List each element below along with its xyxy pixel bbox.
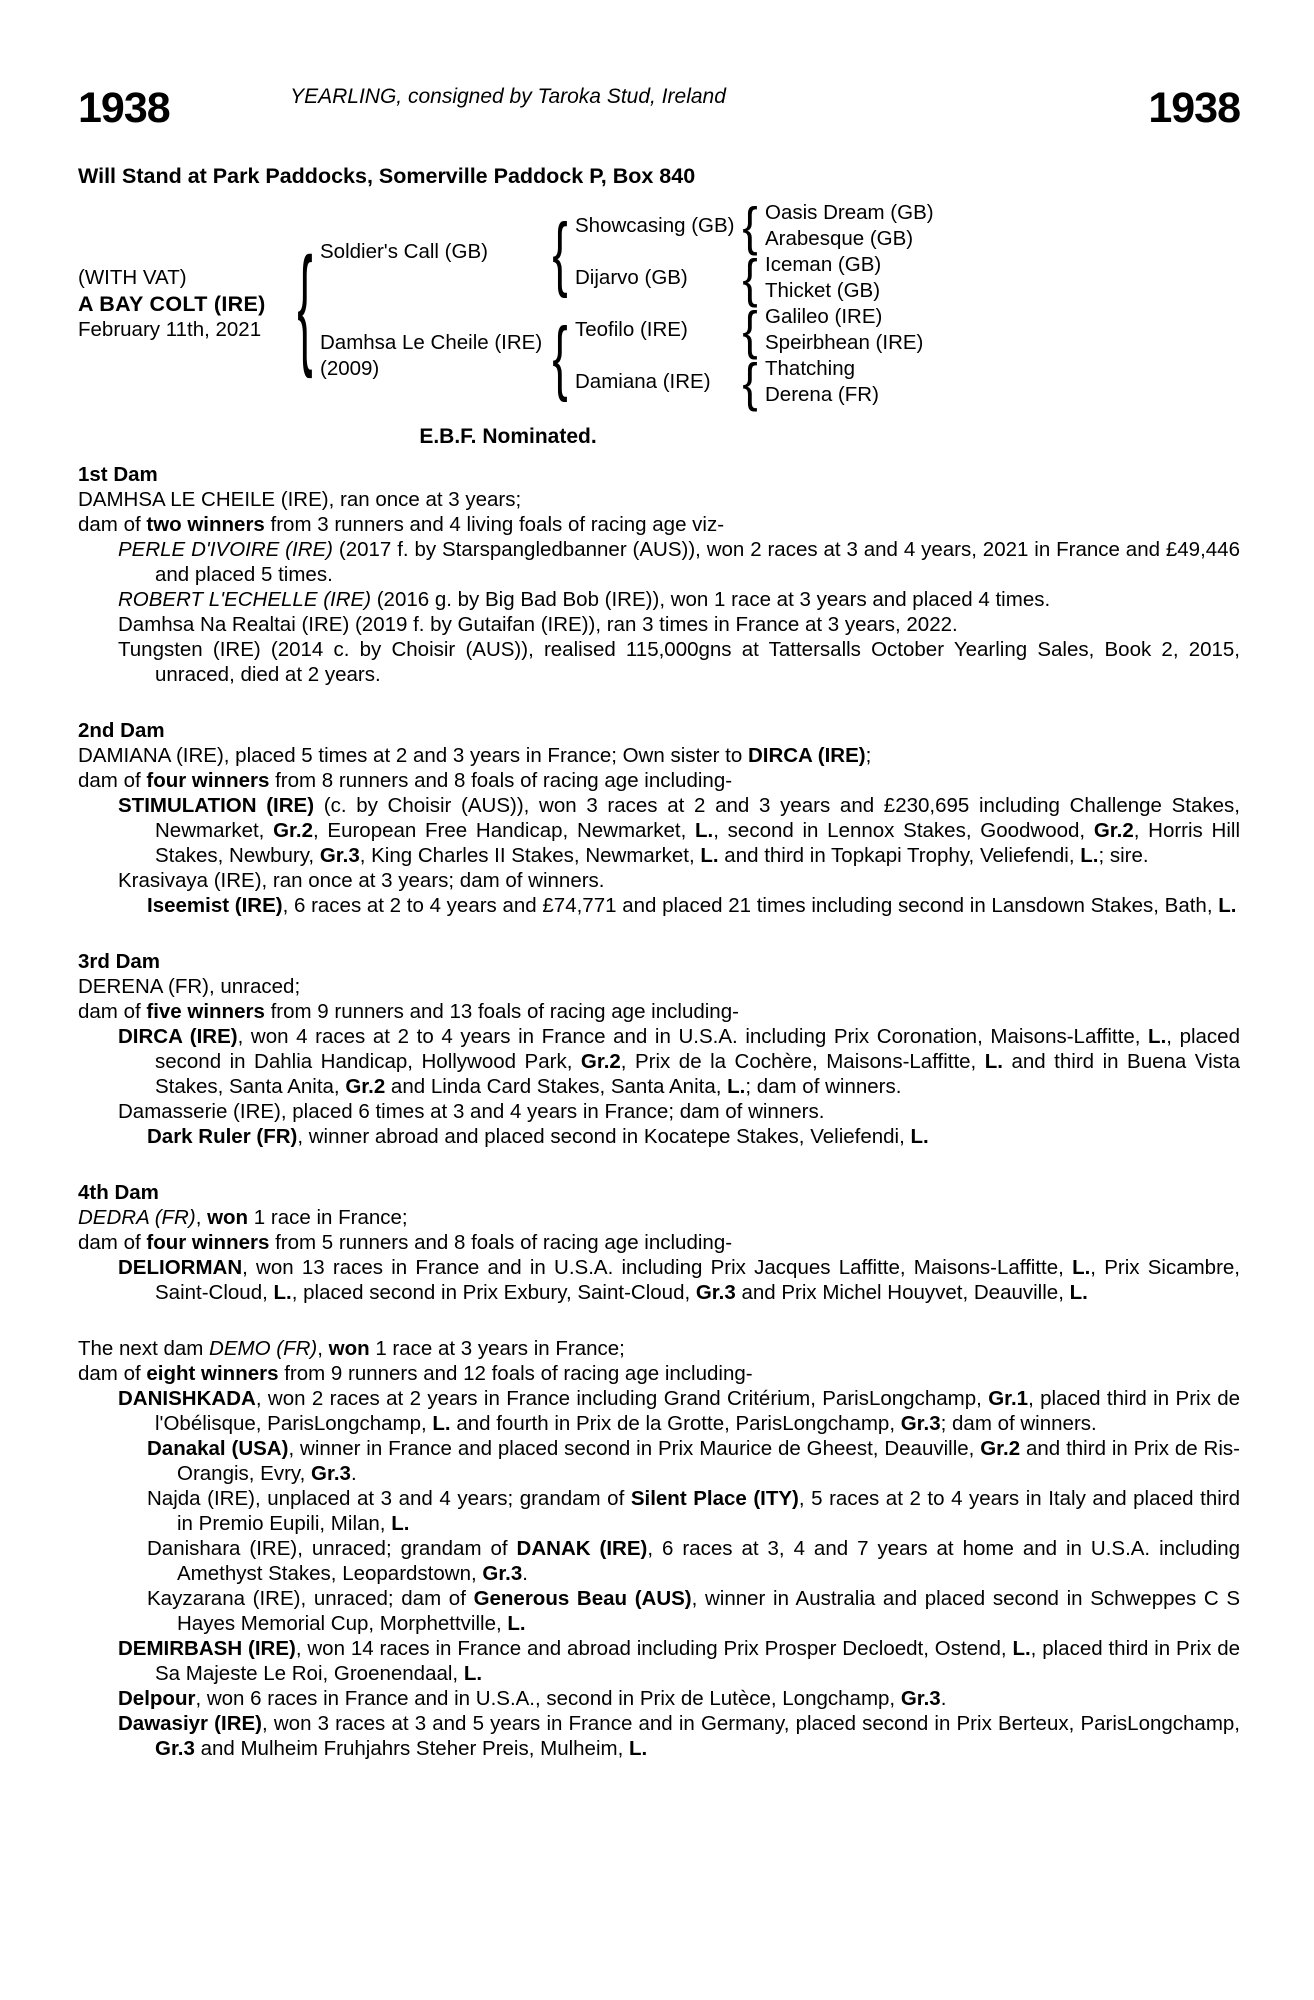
text-run: DANAK (IRE) — [516, 1537, 648, 1560]
brace: { — [742, 352, 758, 412]
text-run: . — [940, 1687, 947, 1710]
text-run: DAMHSA LE CHEILE (IRE), ran once at 3 years; — [78, 488, 522, 511]
section-heading: 1st Dam — [78, 463, 158, 486]
text-run: L. — [695, 819, 714, 842]
text-run: , — [195, 1206, 208, 1229]
dam-name: Damhsa Le Cheile (IRE) — [320, 331, 543, 354]
dam-section — [78, 462, 1240, 687]
text-run: L. — [727, 1075, 746, 1098]
text-run: (2017 f. by Starspangledbanner (AUS)), won 2 races at 3 and 4 years, 2021 in France and £49,446 and placed 5 times. — [155, 538, 1240, 586]
text-run: and Mulheim Fruhjahrs Steher Preis, Mulheim, — [194, 1737, 629, 1760]
granddam-name: Dijarvo (GB) — [575, 266, 688, 289]
text-run: , European Free Handicap, Newmarket, — [312, 819, 696, 842]
pedigree-paragraph — [78, 999, 1240, 1024]
text-run: Gr.3 — [482, 1562, 523, 1585]
text-run: ; sire. — [1098, 844, 1149, 867]
pedigree-paragraph — [78, 1230, 1240, 1255]
pedigree-paragraph — [78, 743, 1240, 768]
text-run: , winner in France and placed second in Prix Maurice de Gheest, Deauville, — [288, 1437, 981, 1460]
text-run: Gr.3 — [319, 844, 360, 867]
text-run: Gr.2 — [1093, 819, 1134, 842]
great-grandparent-name: Speirbhean (IRE) — [765, 331, 924, 354]
great-grandparent-name: Thatching — [765, 357, 856, 380]
subject-name: A BAY COLT (IRE) — [78, 292, 266, 316]
text-run: dam of — [78, 1231, 147, 1254]
brace: { — [742, 196, 758, 256]
text-run: , Prix Sicambre, Saint-Cloud, — [155, 1256, 1240, 1304]
text-run: dam of — [78, 1000, 147, 1023]
pedigree-paragraph — [78, 974, 1240, 999]
text-run: L. — [1080, 844, 1099, 867]
dam-section — [78, 718, 1240, 918]
text-run: and Prix Michel Houyvet, Deauville, — [735, 1281, 1070, 1304]
text-run: Damasserie (IRE), placed 6 times at 3 and 4 years in France; dam of winners. — [118, 1100, 825, 1123]
text-run: . — [350, 1462, 357, 1485]
text-run: 1 race in France; — [248, 1206, 408, 1229]
text-run: L. — [1072, 1256, 1091, 1279]
great-grandparent-name: Derena (FR) — [765, 383, 879, 406]
text-run: 1 race at 3 years in France; — [369, 1337, 625, 1360]
text-run: ; dam of winners. — [745, 1075, 902, 1098]
granddam-name: Damiana (IRE) — [575, 370, 711, 393]
grandsire-branch — [575, 300, 924, 360]
text-run: L. — [628, 1737, 648, 1760]
text-run: L. — [273, 1281, 292, 1304]
text-run: , placed second in Dahlia Handicap, Hollywood Park, — [155, 1025, 1240, 1073]
text-run: DEMIRBASH (IRE) — [118, 1637, 296, 1660]
text-run: (c. by Choisir (AUS)), won 3 races at 2 and 3 years and £230,695 including Challenge Stakes, Newmarket, — [155, 794, 1240, 842]
text-run: and third in Buena Vista Stakes, Santa Anita, — [155, 1050, 1240, 1098]
subject-foal-date: February 11th, 2021 — [78, 318, 262, 341]
text-run: dam of — [78, 1362, 147, 1385]
pedigree-paragraph — [78, 512, 1240, 537]
pedigree-paragraph — [78, 1636, 1240, 1686]
text-run: DANISHKADA — [118, 1387, 256, 1410]
pedigree-paragraph — [78, 893, 1240, 918]
pedigree-paragraph — [78, 1124, 1240, 1149]
dam-name-block — [320, 330, 545, 382]
text-run: , placed third in Prix de l'Obélisque, ParisLongchamp, — [155, 1387, 1240, 1435]
section-heading: 2nd Dam — [78, 719, 165, 742]
text-run: DERENA (FR), unraced; — [78, 975, 301, 998]
text-run: won — [328, 1337, 370, 1360]
grandsire-name: Showcasing (GB) — [575, 214, 735, 237]
dam-section — [78, 1180, 1240, 1305]
text-run: , 6 races at 2 to 4 years and £74,771 and placed 21 times including second in Lansdown Stakes, Bath, — [282, 894, 1219, 917]
text-run: Krasivaya (IRE), ran once at 3 years; dam of winners. — [118, 869, 605, 892]
great-grandparent-name: Iceman (GB) — [765, 253, 882, 276]
section-heading: 3rd Dam — [78, 950, 161, 973]
text-run: DAMIANA (IRE), placed 5 times at 2 and 3 years in France; Own sister to — [78, 744, 748, 767]
dam-branch — [320, 300, 934, 412]
text-run: Gr.3 — [155, 1737, 195, 1760]
grandsire-branch — [575, 196, 934, 256]
text-run: , won 13 races in France and in U.S.A. including Prix Jacques Laffitte, Maisons-Laffitte, — [242, 1256, 1073, 1279]
text-run: Gr.3 — [900, 1412, 941, 1435]
text-run: five winners — [146, 1000, 265, 1023]
text-run: from 8 runners and 8 foals of racing age including- — [269, 769, 733, 792]
text-run: DEDRA (FR) — [78, 1206, 196, 1229]
pedigree-paragraph — [78, 793, 1240, 868]
text-run: from 9 runners and 13 foals of racing age including- — [264, 1000, 739, 1023]
granddam-branch — [575, 248, 934, 308]
text-run: from 3 runners and 4 living foals of racing age viz- — [264, 513, 725, 536]
stand-location-line: Will Stand at Park Paddocks, Somerville Paddock P, Box 840 — [78, 164, 696, 188]
text-run: , won 6 races in France and in U.S.A., second in Prix de Lutèce, Longchamp, — [195, 1687, 901, 1710]
dam-year: (2009) — [320, 357, 380, 380]
text-run: Gr.2 — [273, 819, 313, 842]
text-run: , Prix de la Cochère, Maisons-Laffitte, — [620, 1050, 985, 1073]
text-run: Gr.2 — [580, 1050, 621, 1073]
text-run: , won 14 races in France and abroad including Prix Prosper Decloedt, Ostend, — [295, 1637, 1013, 1660]
text-run: and Linda Card Stakes, Santa Anita, — [385, 1075, 728, 1098]
pedigree-paragraph — [78, 537, 1240, 587]
text-run: The next dam — [78, 1337, 210, 1360]
pedigree-paragraph — [78, 1386, 1240, 1436]
text-run: L. — [1069, 1281, 1088, 1304]
pedigree-paragraph — [78, 1255, 1240, 1305]
text-run: Gr.2 — [980, 1437, 1021, 1460]
text-run: , won 2 races at 2 years in France including Grand Critérium, ParisLongchamp, — [255, 1387, 989, 1410]
pedigree-paragraph — [78, 868, 1240, 893]
text-run: Dawasiyr (IRE) — [118, 1712, 263, 1735]
text-run: Gr.2 — [345, 1075, 386, 1098]
text-run: Gr.3 — [311, 1462, 351, 1485]
text-run: , 5 races at 2 to 4 years in Italy and placed third in Premio Eupili, Milan, — [177, 1487, 1240, 1535]
subject-block — [78, 265, 290, 343]
text-run: , won 4 races at 2 to 4 years in France and in U.S.A. including Prix Coronation, Maisons-Laffitte, — [237, 1025, 1149, 1048]
pedigree-table — [78, 196, 1240, 412]
text-run: ROBERT L'ECHELLE (IRE) — [118, 588, 372, 611]
text-run: two winners — [146, 513, 265, 536]
text-run: , placed third in Prix de Sa Majeste Le Roi, Groenendaal, — [155, 1637, 1240, 1685]
text-run: from 9 runners and 12 foals of racing age including- — [278, 1362, 753, 1385]
text-run: dam of — [78, 769, 147, 792]
sire-brace: { — [552, 205, 568, 299]
pedigree-paragraph — [78, 1486, 1240, 1536]
grandsire-name: Teofilo (IRE) — [575, 318, 688, 341]
text-run: L. — [463, 1662, 483, 1685]
text-run: L. — [984, 1050, 1003, 1073]
text-run: four winners — [146, 1231, 270, 1254]
text-run: Delpour — [118, 1687, 196, 1710]
sire-branch — [320, 196, 934, 308]
dam-section — [78, 949, 1240, 1149]
text-run: , 6 races at 3, 4 and 7 years at home and in U.S.A. including Amethyst Stakes, Leopardstown, — [177, 1537, 1241, 1585]
text-run: L. — [507, 1612, 526, 1635]
pedigree-paragraph — [78, 587, 1240, 612]
text-run: , winner in Australia and placed second in Schweppes C S Hayes Memorial Cup, Morphettville, — [177, 1587, 1240, 1635]
text-run: PERLE D'IVOIRE (IRE) — [118, 538, 334, 561]
text-run: , winner abroad and placed second in Kocatepe Stakes, Veliefendi, — [297, 1125, 911, 1148]
root-brace: { — [297, 228, 313, 380]
great-grandparent-name: Galileo (IRE) — [765, 305, 883, 328]
lot-number-left: 1938 — [78, 84, 170, 132]
text-run: ; dam of winners. — [940, 1412, 1097, 1435]
text-run: , won 3 races at 3 and 5 years in France and in Germany, placed second in Prix Berteux, ParisLongchamp, — [262, 1712, 1240, 1735]
text-run: , placed second in Prix Exbury, Saint-Cloud, — [291, 1281, 696, 1304]
text-run: Gr.3 — [695, 1281, 736, 1304]
text-run: Damhsa Na Realtai (IRE) (2019 f. by Gutaifan (IRE)), ran 3 times in France at 3 years, 2022. — [118, 613, 958, 636]
text-run: , Horris Hill Stakes, Newbury, — [155, 819, 1240, 867]
ebf-nominated-line: E.B.F. Nominated. — [419, 425, 597, 448]
text-run: Gr.1 — [988, 1387, 1029, 1410]
great-grandparent-name: Arabesque (GB) — [765, 227, 914, 250]
text-run: L. — [1012, 1637, 1031, 1660]
text-run: , King Charles II Stakes, Newmarket, — [359, 844, 701, 867]
granddam-branch — [575, 352, 923, 412]
text-run: eight winners — [146, 1362, 279, 1385]
text-run: L. — [700, 844, 719, 867]
great-grandparent-name: Oasis Dream (GB) — [765, 201, 934, 224]
text-run: and third in Topkapi Trophy, Veliefendi, — [718, 844, 1081, 867]
text-run: Generous Beau (AUS) — [473, 1587, 692, 1610]
text-run: DEMO (FR) — [209, 1337, 318, 1360]
text-run: L. — [1218, 894, 1237, 917]
pedigree-paragraph — [78, 1536, 1240, 1586]
text-run: won — [207, 1206, 249, 1229]
text-run: L. — [432, 1412, 451, 1435]
text-run: Danishara (IRE), unraced; grandam of — [147, 1537, 517, 1560]
text-run: Silent Place (ITY) — [630, 1487, 799, 1510]
catalogue-sections — [78, 462, 1240, 1761]
text-run: Najda (IRE), unplaced at 3 and 4 years; grandam of — [147, 1487, 631, 1510]
text-run: dam of — [78, 513, 147, 536]
text-run: L. — [391, 1512, 410, 1535]
dam-brace: { — [552, 309, 568, 403]
pedigree-paragraph — [78, 612, 1240, 637]
pedigree-paragraph — [78, 1205, 1240, 1230]
text-run: Dark Ruler (FR) — [147, 1125, 298, 1148]
text-run: ; — [865, 744, 872, 767]
pedigree-paragraph — [78, 768, 1240, 793]
pedigree-paragraph — [78, 1436, 1240, 1486]
text-run: STIMULATION (IRE) — [118, 794, 315, 817]
brace: { — [742, 300, 758, 360]
great-grandparent-name: Thicket (GB) — [765, 279, 881, 302]
pedigree-paragraph — [78, 1686, 1240, 1711]
sire-name: Soldier's Call (GB) — [320, 240, 488, 263]
text-run: Danakal (USA) — [147, 1437, 289, 1460]
vat-line: (WITH VAT) — [78, 266, 187, 289]
text-run: Iseemist (IRE) — [147, 894, 283, 917]
text-run: four winners — [146, 769, 270, 792]
text-run: and fourth in Prix de la Grotte, ParisLongchamp, — [450, 1412, 901, 1435]
section-heading: 4th Dam — [78, 1181, 159, 1204]
text-run: L. — [1148, 1025, 1167, 1048]
text-run: , second in Lennox Stakes, Goodwood, — [713, 819, 1094, 842]
pedigree-paragraph — [78, 487, 1240, 512]
text-run: DIRCA (IRE) — [118, 1025, 238, 1048]
text-run: Tungsten (IRE) (2014 c. by Choisir (AUS)), realised 115,000gns at Tattersalls October Yearling Sales, Book 2, 2015, unraced, died at 2 years. — [118, 638, 1240, 686]
dam-section — [78, 1336, 1240, 1761]
brace: { — [742, 248, 758, 308]
text-run: DELIORMAN — [118, 1256, 243, 1279]
pedigree-paragraph — [78, 637, 1240, 687]
consignor-line: YEARLING, consigned by Taroka Stud, Ireland — [290, 85, 726, 108]
pedigree-paragraph — [78, 1099, 1240, 1124]
lot-number-right: 1938 — [1148, 84, 1240, 132]
text-run: . — [522, 1562, 528, 1585]
text-run: from 5 runners and 8 foals of racing age including- — [269, 1231, 733, 1254]
pedigree-paragraph — [78, 1586, 1240, 1636]
text-run: , — [317, 1337, 329, 1360]
text-run: Kayzarana (IRE), unraced; dam of — [147, 1587, 474, 1610]
text-run: DIRCA (IRE) — [747, 744, 866, 767]
text-run: and third in Prix de Ris-Orangis, Evry, — [177, 1437, 1240, 1485]
pedigree-paragraph — [78, 1336, 1240, 1361]
pedigree-paragraph — [78, 1361, 1240, 1386]
text-run: L. — [910, 1125, 929, 1148]
text-run: Gr.3 — [900, 1687, 941, 1710]
pedigree-paragraph — [78, 1024, 1240, 1099]
pedigree-paragraph — [78, 1711, 1240, 1761]
text-run: (2016 g. by Big Bad Bob (IRE)), won 1 race at 3 years and placed 4 times. — [371, 588, 1051, 611]
